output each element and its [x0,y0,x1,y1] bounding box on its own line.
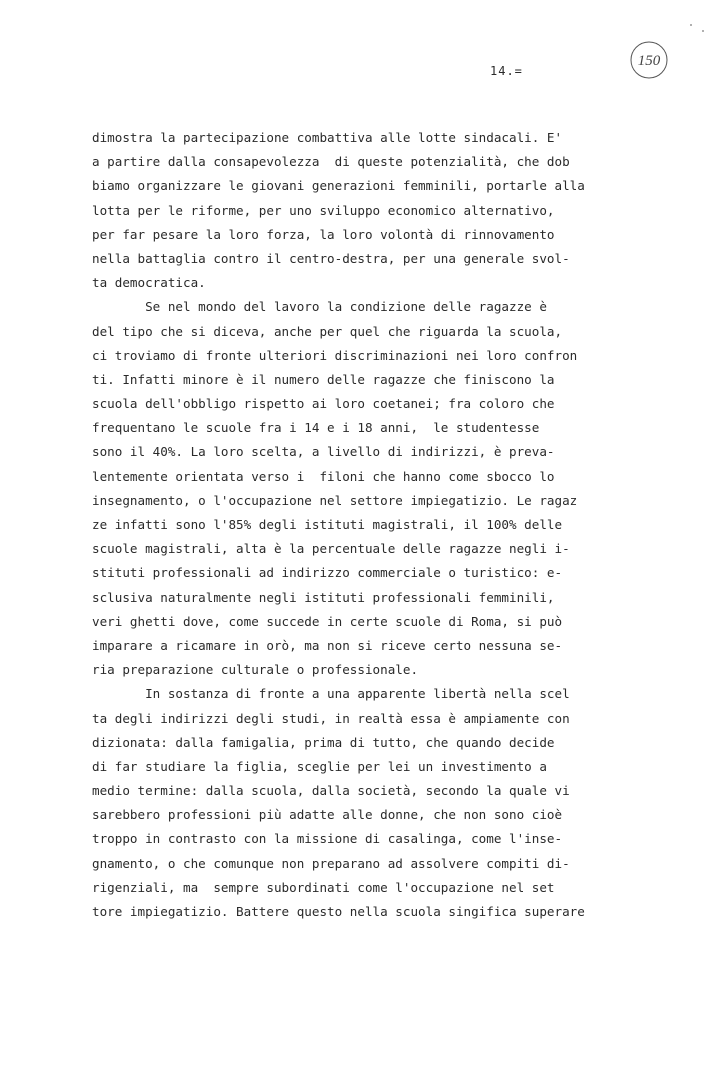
text-line: sclusiva naturalmente negli istituti professionali femminili, [92,589,555,605]
text-line: ti. Infatti minore è il numero delle ragazze che finiscono la [92,371,555,387]
text-line: ze infatti sono l'85% degli istituti magistrali, il 100% delle [92,517,563,532]
text-line: lotta per le riforme, per uno sviluppo economico alternativo, [92,202,555,218]
scan-speck [702,30,704,32]
document-body [92,126,652,924]
text-line: sono il 40%. La loro scelta, a livello di indirizzi, è preva- [92,444,555,460]
text-line: scuola dell'obbligo rispetto ai loro coetanei; fra coloro che [92,396,555,412]
text-line: In sostanza di fronte a una apparente libertà nella scel [92,686,570,702]
text-line: di far studiare la figlia, sceglie per lei un investimento a [92,758,547,774]
text-line: ria preparazione culturale o professionale. [92,662,419,678]
text-line: insegnamento, o l'occupazione nel settore impiegatizio. Le ragaz [92,492,578,508]
text-line: nella battaglia contro il centro-destra, per una generale svol- [92,250,570,266]
text-line: sarebbero professioni più adatte alle donne, che non sono cioè [92,807,563,823]
text-line: lentemente orientata verso i filoni che hanno come sbocco lo [92,468,555,484]
archive-stamp-circle [626,40,672,80]
page-number: 14.= [490,64,523,78]
text-line: a partire dalla consapevolezza di queste potenzialità, che dob [92,154,570,170]
text-line: dimostra la partecipazione combattiva alle lotte sindacali. E' [92,130,563,145]
text-line: gnamento, o che comunque non preparano ad assolvere compiti di- [92,855,570,871]
text-line: per far pesare la loro forza, la loro volontà di rinnovamento [92,226,555,242]
text-line: Se nel mondo del lavoro la condizione delle ragazze è [92,299,547,315]
text-line: stituti professionali ad indirizzo commerciale o turistico: e- [92,565,563,581]
text-line: biamo organizzare le giovani generazioni femminili, portarle alla [92,178,585,194]
text-line: rigenziali, ma sempre subordinati come l'occupazione nel set [92,879,555,895]
archive-number: 150 [637,53,661,69]
text-line: imparare a ricamare in orò, ma non si riceve certo nessuna se- [92,637,563,653]
text-line: ci troviamo di fronte ulteriori discriminazioni nei loro confron [92,347,578,363]
text-line: veri ghetti dove, come succede in certe scuole di Roma, si può [92,613,563,629]
text-line: troppo in contrasto con la missione di casalinga, come l'inse- [92,831,563,847]
text-line: ta democratica. [92,275,206,291]
text-line: ta degli indirizzi degli studi, in realtà essa è ampiamente con [92,710,570,726]
text-line: del tipo che si diceva, anche per quel che riguarda la scuola, [92,323,563,339]
text-line: scuole magistrali, alta è la percentuale delle ragazze negli i- [92,541,570,557]
text-line: tore impiegatizio. Battere questo nella scuola singifica superare [92,904,585,919]
scan-speck [690,24,692,26]
text-line: medio termine: dalla scuola, dalla società, secondo la quale vi [92,783,570,799]
archive-stamp [626,40,672,80]
text-line: frequentano le scuole fra i 14 e i 18 anni, le studentesse [92,420,540,436]
text-line: dizionata: dalla famigalia, prima di tutto, che quando decide [92,734,555,750]
